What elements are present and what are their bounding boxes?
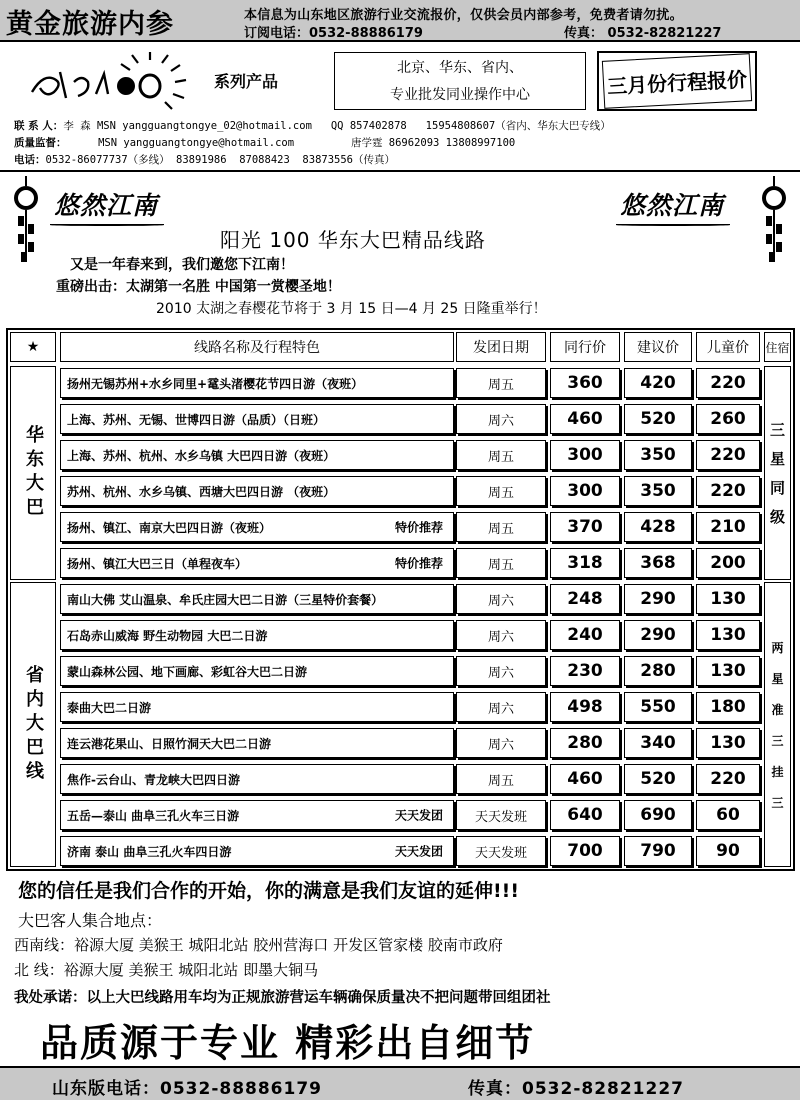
- table-cell-route: [60, 440, 454, 470]
- operation-center-box: [334, 52, 586, 110]
- table-cell-child: [696, 764, 760, 794]
- cell-child-text: 220: [710, 445, 746, 465]
- cell-child-text: 130: [710, 625, 746, 645]
- promise-line: 我处承诺：以上大巴线路用车均为正规旅游营运车辆确保质量决不把问题带回组团社: [14, 990, 551, 1006]
- quality-label: 质量监督：: [14, 137, 67, 149]
- stay-char: 星: [771, 671, 784, 686]
- cell-child-text: 130: [710, 661, 746, 681]
- cell-suggest-text: 340: [640, 733, 676, 753]
- cell-trade-text: 248: [567, 589, 603, 609]
- stay-char: 星: [769, 450, 785, 468]
- member-notice: 本信息为山东地区旅游行业交流报价，仅供会员内部参考，免费者请勿扰。: [244, 8, 683, 23]
- stay-char: 级: [769, 508, 785, 526]
- cell-suggest-text: 290: [640, 589, 676, 609]
- header-suggest-price: 建议价: [624, 332, 692, 362]
- table-cell-date: [456, 404, 546, 434]
- series-products: 系列产品: [214, 72, 279, 91]
- table-cell-route: [60, 584, 454, 614]
- meeting-title: 大巴客人集合地点：: [18, 911, 163, 930]
- table-cell-route: [60, 728, 454, 758]
- header-trade-price: 同行价: [550, 332, 620, 362]
- table-cell-date: [456, 728, 546, 758]
- table-cell-trade: [550, 584, 620, 614]
- table-cell-route: [60, 620, 454, 650]
- cell-suggest-text: 520: [640, 409, 676, 429]
- table-cell-child: [696, 656, 760, 686]
- table-cell-date: [456, 692, 546, 722]
- cell-trade-text: 700: [567, 841, 603, 861]
- cell-date-text: 周五: [487, 773, 514, 789]
- cell-route-text: 石岛赤山威海 野生动物园 大巴二日游: [67, 628, 268, 643]
- header-child-price: 儿童价: [696, 332, 760, 362]
- table-cell-child: [696, 512, 760, 542]
- table-cell-trade: [550, 656, 620, 686]
- table-cell-route: [60, 764, 454, 794]
- cell-suggest-text: 550: [640, 697, 676, 717]
- firecracker-left-icon: [12, 176, 40, 268]
- table-cell-trade: [550, 512, 620, 542]
- intro-line-1: 又是一年春来到，我们邀您下江南！: [70, 257, 294, 273]
- table-cell-date: [456, 512, 546, 542]
- cell-route-text: 苏州、杭州、水乡乌镇、西塘大巴四日游 （夜班）: [67, 484, 336, 499]
- firecracker-right-icon: [760, 176, 788, 268]
- intro-line-2: 重磅出击：太湖第一名胜 中国第一赏樱圣地！: [56, 279, 341, 295]
- route-tag: 特价推荐: [394, 556, 443, 571]
- subscribe-phone: 订阅电话：0532-88886179: [244, 26, 423, 41]
- stay-char: 准: [771, 702, 784, 717]
- center-line-2: 专业批发同业操作中心: [390, 87, 530, 103]
- table-cell-suggest: [624, 512, 692, 542]
- cell-date-text: 天天发班: [474, 845, 527, 861]
- slogan: 品质源于专业 精彩出自细节: [40, 1020, 536, 1065]
- table-cell-trade: [550, 764, 620, 794]
- header-star: ★: [10, 332, 56, 362]
- cell-trade-text: 300: [567, 445, 603, 465]
- march-quote-box: [597, 51, 757, 111]
- north-route: 北 线：裕源大厦 美猴王 城阳北站 即墨大铜马: [14, 961, 319, 979]
- group-label-east-china: [10, 366, 56, 580]
- cell-date-text: 周六: [487, 629, 514, 645]
- table-cell-trade: [550, 476, 620, 506]
- phone-label: 电话：: [14, 154, 46, 166]
- contact-person-line: 李 森 MSN yangguangtongye_02@hotmail.com QQ 857402878 15954808607（省内、华东大巴专线）: [63, 120, 611, 132]
- table-cell-date: [456, 584, 546, 614]
- route-tag: 天天发团: [394, 808, 443, 823]
- company-row: [0, 44, 800, 118]
- cell-trade-text: 318: [567, 553, 603, 573]
- cell-date-text: 周六: [487, 413, 514, 429]
- cell-date-text: 周五: [487, 485, 514, 501]
- route-tag: 特价推荐: [394, 520, 443, 535]
- table-cell-date: [456, 476, 546, 506]
- cell-suggest-text: 350: [640, 445, 676, 465]
- table-cell-route: [60, 656, 454, 686]
- cell-route-text: 焦作-云台山、青龙峡大巴四日游: [67, 772, 240, 787]
- cell-suggest-text: 790: [640, 841, 676, 861]
- cell-child-text: 90: [716, 841, 740, 861]
- table-cell-child: [696, 692, 760, 722]
- brand-title: 黄金旅游内参: [6, 9, 174, 40]
- stay-province: [764, 582, 791, 867]
- table-cell-date: [456, 836, 546, 866]
- table-cell-route: [60, 548, 454, 578]
- intro-line-3: 2010 太湖之春樱花节将于 3 月 15 日—4 月 25 日隆重举行！: [156, 301, 547, 317]
- bottom-fax: 传真：0532-82821227: [468, 1079, 684, 1099]
- header-route: 线路名称及行程特色: [60, 332, 454, 362]
- cell-route-text: 五岳—泰山 曲阜三孔火车三日游: [67, 808, 240, 823]
- main-title: 阳光 100 华东大巴精品线路: [220, 228, 486, 252]
- price-table: [6, 328, 795, 871]
- cell-route-text: 济南 泰山 曲阜三孔火车四日游: [67, 844, 232, 859]
- table-cell-child: [696, 548, 760, 578]
- table-cell-trade: [550, 800, 620, 830]
- cell-child-text: 220: [710, 481, 746, 501]
- cell-route-text: 蒙山森林公园、地下画廊、彩虹谷大巴二日游: [67, 664, 308, 679]
- table-cell-suggest: [624, 440, 692, 470]
- cell-trade-text: 370: [567, 517, 603, 537]
- stay-char: 挂: [771, 764, 784, 779]
- cell-child-text: 260: [710, 409, 746, 429]
- cell-suggest-text: 420: [640, 373, 676, 393]
- cell-date-text: 周五: [487, 449, 514, 465]
- banner-title-left: 悠然江南: [54, 186, 158, 222]
- table-cell-child: [696, 404, 760, 434]
- contacts-block: [14, 118, 611, 169]
- table-cell-date: [456, 620, 546, 650]
- route-tag: 天天发团: [394, 844, 443, 859]
- header-fax: 传真： 0532-82821227: [564, 26, 722, 41]
- table-cell-date: [456, 764, 546, 794]
- cell-route-text: 扬州无锡苏州+水乡同里+鼋头渚樱花节四日游（夜班）: [67, 376, 364, 391]
- cell-child-text: 130: [710, 733, 746, 753]
- cell-date-text: 周六: [487, 593, 514, 609]
- march-quote-title: 三月份行程报价: [602, 53, 752, 109]
- table-cell-route: [60, 512, 454, 542]
- cell-trade-text: 280: [567, 733, 603, 753]
- cell-date-text: 周六: [487, 737, 514, 753]
- table-cell-trade: [550, 548, 620, 578]
- cell-route-text: 南山大佛 艾山温泉、牟氏庄园大巴二日游（三星特价套餐）: [67, 592, 384, 607]
- cell-trade-text: 360: [567, 373, 603, 393]
- stay-char: 三: [769, 421, 785, 439]
- cell-suggest-text: 690: [640, 805, 676, 825]
- cell-child-text: 180: [710, 697, 746, 717]
- cell-suggest-text: 428: [640, 517, 676, 537]
- table-cell-route: [60, 368, 454, 398]
- table-cell-suggest: [624, 548, 692, 578]
- stay-char: 同: [769, 479, 785, 497]
- cell-date-text: 周六: [487, 665, 514, 681]
- table-cell-trade: [550, 368, 620, 398]
- cell-route-text: 上海、苏州、无锡、世博四日游（品质）（日班）: [67, 412, 326, 427]
- quality-line: MSN yangguangtongye@hotmail.com 唐学霆 86962093 13808997100: [66, 137, 516, 149]
- table-cell-suggest: [624, 692, 692, 722]
- table-cell-trade: [550, 620, 620, 650]
- cell-route-text: 上海、苏州、杭州、水乡乌镇 大巴四日游（夜班）: [67, 448, 336, 463]
- center-line-1: 北京、华东、省内、: [397, 60, 523, 76]
- banner-title-right: 悠然江南: [620, 186, 724, 222]
- table-cell-child: [696, 368, 760, 398]
- table-cell-trade: [550, 728, 620, 758]
- cell-route-text: 泰曲大巴二日游: [67, 700, 152, 715]
- cell-child-text: 220: [710, 373, 746, 393]
- table-cell-route: [60, 404, 454, 434]
- trust-line: 您的信任是我们合作的开始，你的满意是我们友谊的延伸!!!: [18, 880, 519, 902]
- table-cell-child: [696, 476, 760, 506]
- divider-line: [0, 170, 800, 172]
- cell-trade-text: 498: [567, 697, 603, 717]
- cell-date-text: 周六: [487, 701, 514, 717]
- table-cell-suggest: [624, 800, 692, 830]
- table-cell-date: [456, 548, 546, 578]
- group-label-province: [10, 582, 56, 867]
- table-cell-route: [60, 476, 454, 506]
- table-cell-route: [60, 800, 454, 830]
- contact-label: 联 系 人：: [14, 120, 64, 132]
- stay-char: 三: [771, 733, 784, 748]
- southwest-route: 西南线：裕源大厦 美猴王 城阳北站 胶州营海口 开发区管家楼 胶南市政府: [14, 936, 503, 954]
- table-cell-child: [696, 728, 760, 758]
- table-cell-child: [696, 584, 760, 614]
- cell-suggest-text: 520: [640, 769, 676, 789]
- cell-date-text: 周五: [487, 557, 514, 573]
- cell-date-text: 周五: [487, 521, 514, 537]
- cell-trade-text: 460: [567, 769, 603, 789]
- cell-route-text: 扬州、镇江大巴三日（单程夜车）: [67, 556, 248, 571]
- table-cell-suggest: [624, 620, 692, 650]
- top-header-bar: [0, 0, 800, 42]
- subscribe-line: [244, 22, 722, 41]
- table-cell-child: [696, 440, 760, 470]
- header-stay: 住宿: [764, 332, 791, 362]
- cell-trade-text: 640: [567, 805, 603, 825]
- cell-suggest-text: 280: [640, 661, 676, 681]
- cell-suggest-text: 368: [640, 553, 676, 573]
- table-cell-suggest: [624, 764, 692, 794]
- table-cell-route: [60, 836, 454, 866]
- table-cell-date: [456, 440, 546, 470]
- cell-trade-text: 460: [567, 409, 603, 429]
- table-cell-trade: [550, 440, 620, 470]
- table-cell-suggest: [624, 368, 692, 398]
- bottom-phone: 山东版电话：0532-88886179: [52, 1079, 322, 1099]
- group-label-east-china-text: 华东大巴: [23, 425, 44, 521]
- cell-child-text: 60: [716, 805, 740, 825]
- cell-child-text: 200: [710, 553, 746, 573]
- header-date: 发团日期: [456, 332, 546, 362]
- cell-date-text: 周五: [487, 377, 514, 393]
- table-cell-suggest: [624, 728, 692, 758]
- table-cell-trade: [550, 692, 620, 722]
- table-cell-date: [456, 800, 546, 830]
- table-cell-suggest: [624, 584, 692, 614]
- cell-trade-text: 300: [567, 481, 603, 501]
- table-cell-date: [456, 656, 546, 686]
- cell-date-text: 天天发班: [474, 809, 527, 825]
- cell-trade-text: 230: [567, 661, 603, 681]
- table-cell-suggest: [624, 656, 692, 686]
- cell-suggest-text: 290: [640, 625, 676, 645]
- phone-line: 0532-86077737（多线） 83891986 87088423 83873556（传真）: [45, 154, 396, 166]
- sun-logo-icon: [26, 52, 194, 110]
- table-cell-suggest: [624, 404, 692, 434]
- bottom-contact-bar: [0, 1066, 800, 1100]
- cell-route-text: 连云港花果山、日照竹洞天大巴二日游: [67, 736, 272, 751]
- table-cell-child: [696, 836, 760, 866]
- cell-child-text: 210: [710, 517, 746, 537]
- cell-suggest-text: 350: [640, 481, 676, 501]
- stay-east-china: [764, 366, 791, 580]
- table-cell-suggest: [624, 476, 692, 506]
- stay-char: 两: [771, 640, 784, 655]
- cell-child-text: 220: [710, 769, 746, 789]
- table-cell-trade: [550, 404, 620, 434]
- table-cell-trade: [550, 836, 620, 866]
- table-cell-suggest: [624, 836, 692, 866]
- stay-char: 三: [771, 795, 784, 810]
- cell-trade-text: 240: [567, 625, 603, 645]
- table-cell-route: [60, 692, 454, 722]
- cell-child-text: 130: [710, 589, 746, 609]
- table-cell-date: [456, 368, 546, 398]
- table-cell-child: [696, 620, 760, 650]
- table-cell-child: [696, 800, 760, 830]
- cell-route-text: 扬州、镇江、南京大巴四日游（夜班）: [67, 520, 272, 535]
- group-label-province-text: 省内大巴线: [23, 664, 44, 785]
